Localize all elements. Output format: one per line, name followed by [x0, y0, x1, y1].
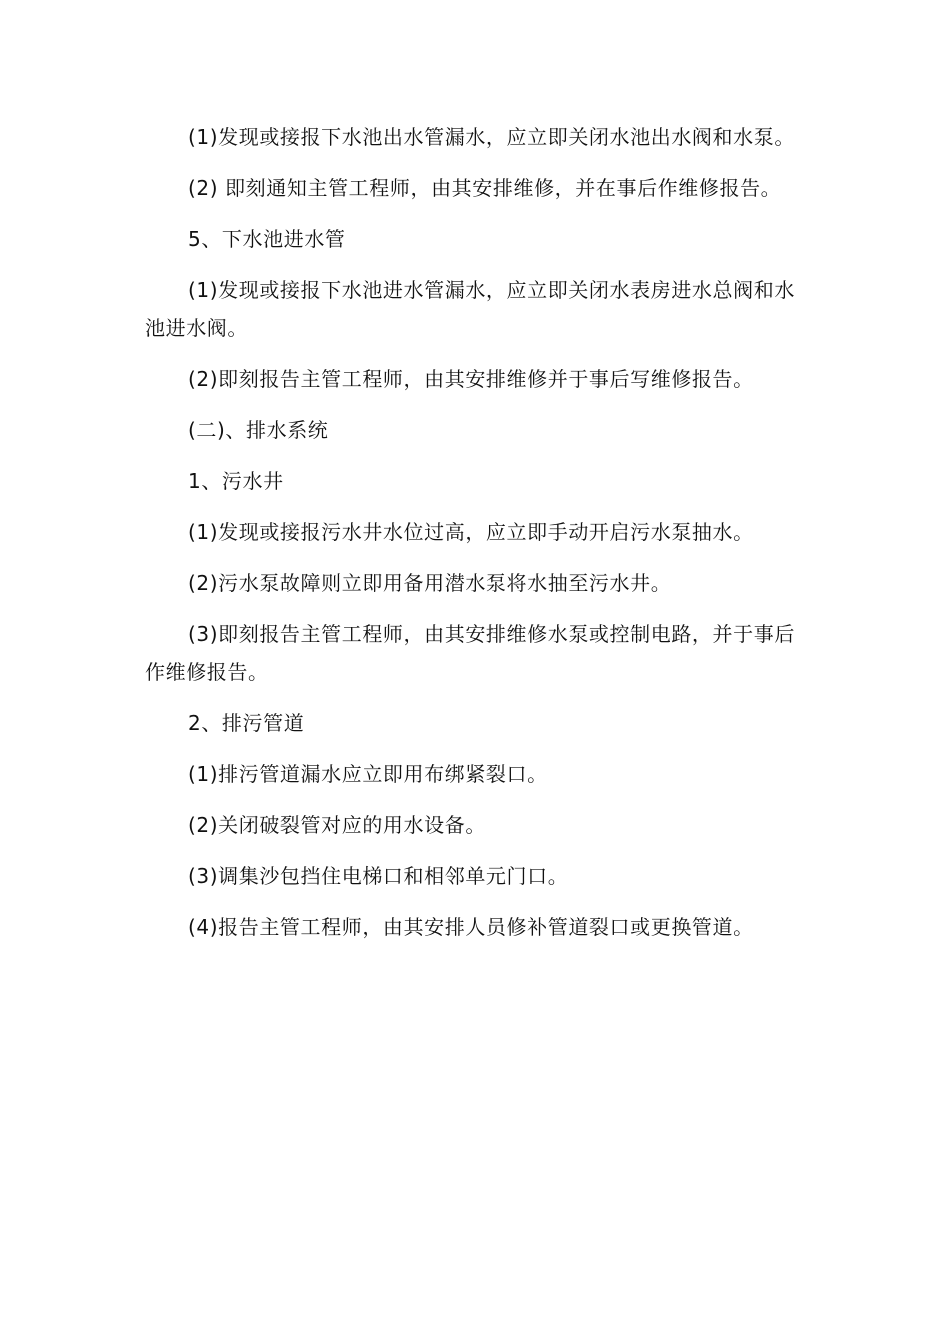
paragraph: (1)发现或接报下水池出水管漏水，应立即关闭水池出水阀和水泵。 — [188, 125, 795, 149]
paragraph: (3)调集沙包挡住电梯口和相邻单元门口。 — [188, 864, 569, 888]
paragraph: (1)排污管道漏水应立即用布绑紧裂口。 — [188, 762, 548, 786]
section-heading: 2、排污管道 — [188, 711, 305, 735]
paragraph: (2)关闭破裂管对应的用水设备。 — [188, 813, 486, 837]
section-heading: (二)、排水系统 — [188, 418, 329, 442]
paragraph: (3)即刻报告主管工程师，由其安排维修水泵或控制电路，并于事后作维修报告。 — [145, 622, 795, 684]
paragraph: (2)污水泵故障则立即用备用潜水泵将水抽至污水井。 — [188, 571, 672, 595]
paragraph: (1)发现或接报污水井水位过高，应立即手动开启污水泵抽水。 — [188, 520, 754, 544]
paragraph: (2)即刻报告主管工程师，由其安排维修并于事后写维修报告。 — [188, 367, 754, 391]
paragraph: (2) 即刻通知主管工程师，由其安排维修，并在事后作维修报告。 — [188, 176, 782, 200]
section-heading: 5、下水池进水管 — [188, 227, 346, 251]
document-body — [145, 118, 810, 959]
section-heading: 1、污水井 — [188, 469, 284, 493]
paragraph: (4)报告主管工程师，由其安排人员修补管道裂口或更换管道。 — [188, 915, 754, 939]
paragraph: (1)发现或接报下水池进水管漏水，应立即关闭水表房进水总阀和水池进水阀。 — [145, 278, 795, 340]
